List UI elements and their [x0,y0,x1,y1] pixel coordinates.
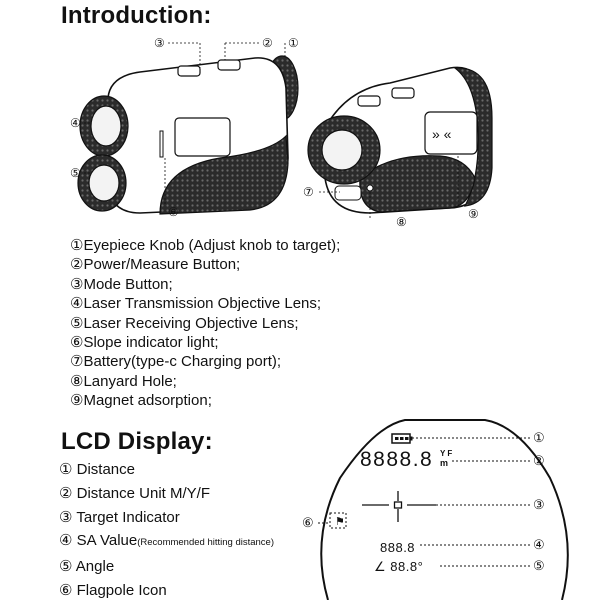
callout-3: ③ [154,36,165,50]
feature-item [70,391,340,410]
device-left [78,56,298,214]
feature-number: ⑦ [70,353,84,371]
lcd-item-number: ① [59,461,73,478]
lcd-item [59,506,274,530]
lcd-item-text: Target Indicator [76,508,180,526]
lcd-callout-1: ① [533,430,545,445]
unit-bottom: m [440,458,449,468]
lcd-item-note: (Recommended hitting distance) [137,537,274,549]
lcd-item-number: ⑤ [59,558,73,576]
lcd-item-number: ④ [59,532,73,550]
feature-number: ⑥ [70,334,84,352]
feature-item [70,275,340,294]
callout-1: ① [288,36,299,50]
feature-text: Eyepiece Knob (Adjust knob to target); [83,237,341,254]
intro-title: Introduction: [61,2,212,29]
lcd-item [59,482,274,506]
lcd-callout-3: ③ [533,497,545,512]
rangefinder-illustration [60,28,500,228]
feature-text: Slope indicator light; [83,334,219,352]
callout-9: ⑨ [468,207,479,221]
lcd-item-number: ② [59,484,73,502]
lcd-item [59,555,274,579]
lcd-item-list [59,458,274,603]
angle-readout: ∠ 88.8° [374,559,424,574]
lcd-callout-2: ② [533,453,545,468]
svg-text:⚑: ⚑ [335,516,345,528]
feature-text: Laser Receiving Objective Lens; [83,314,299,332]
lcd-item-number: ⑥ [59,581,73,599]
feature-text: Mode Button; [83,275,173,293]
callout-6: ⑥ [168,205,179,219]
feature-item [70,255,340,274]
lcd-item-text: SA Value [76,532,138,550]
lcd-screen-illustration [280,418,600,600]
feature-text: Magnet adsorption; [83,392,212,410]
lcd-callout-4: ④ [533,537,545,552]
device-right [308,67,492,213]
lcd-item-text: Angle [75,558,115,576]
lcd-item-text: Flagpole Icon [76,581,167,599]
lcd-item-text: Distance [76,461,135,478]
feature-number: ③ [70,275,84,293]
lcd-title: LCD Display: [61,428,213,455]
callout-5: ⑤ [70,166,81,180]
callout-4: ④ [70,116,81,130]
feature-text: Battery(type-c Charging port); [83,353,282,371]
lcd-item [59,529,274,555]
feature-item [70,333,340,352]
feature-text: Laser Transmission Objective Lens; [83,295,322,313]
feature-item [70,236,340,255]
feature-text: Lanyard Hole; [83,372,177,390]
lcd-item-number: ③ [59,508,73,526]
unit-top: Y F [440,449,453,458]
lcd-callout-5: ⑤ [533,558,545,573]
lcd-callout-6: ⑥ [302,515,314,530]
callout-2: ② [262,36,273,50]
feature-list [70,236,340,411]
sa-readout: 888.8 [380,540,416,555]
callout-7: ⑦ [303,185,314,199]
feature-item [70,294,340,313]
distance-readout: 8888.8 [360,448,434,471]
callout-8: ⑧ [396,215,407,228]
feature-number: ② [70,256,84,274]
feature-number: ④ [70,295,84,313]
feature-text: Power/Measure Button; [83,256,241,274]
feature-item [70,314,340,333]
lcd-item-text: Distance Unit M/Y/F [76,484,210,502]
svg-text:» «: » « [432,126,452,142]
lcd-item [59,458,274,482]
lcd-item [59,579,274,603]
feature-number: ⑤ [70,314,84,332]
feature-number: ⑨ [70,392,84,410]
feature-item [70,352,340,371]
feature-number: ① [70,237,84,254]
feature-number: ⑧ [70,372,84,390]
feature-item [70,372,340,391]
